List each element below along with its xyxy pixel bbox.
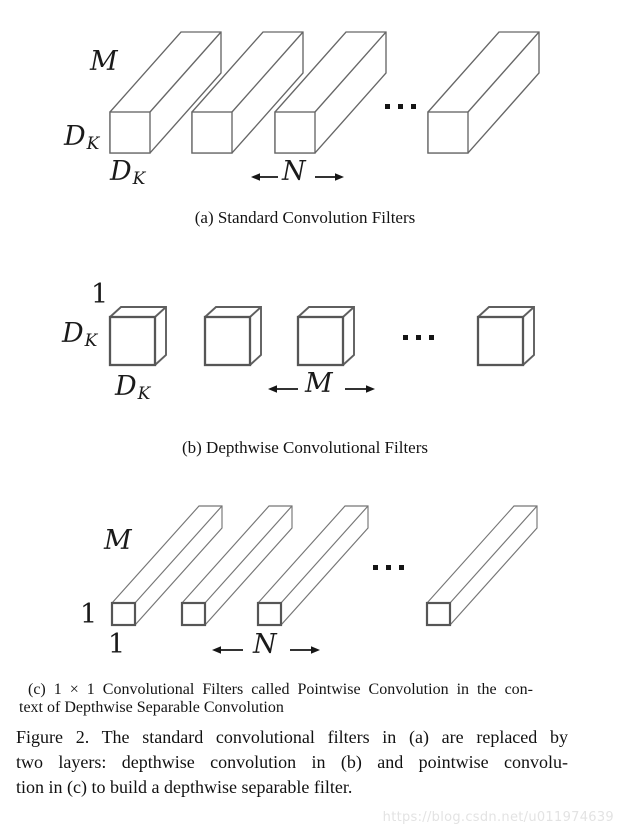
panel-c-depth-label: M [104, 525, 132, 556]
figure-caption-line1: Figure 2. The standard convolutional filters in (a) are replaced by [16, 727, 568, 747]
figure-caption-line3: tion in (c) to build a depthwise separable filter. [16, 777, 353, 797]
panel-b-width-label: $D_K$ [115, 371, 151, 404]
panel-a-width-label: $D_K$ [110, 156, 146, 189]
panel-c-left-arrow-icon [212, 646, 243, 654]
panel-c-count-label: N [253, 629, 277, 660]
panel-b-left-arrow-icon [268, 385, 298, 393]
panel-a-filter-boxes [110, 32, 539, 153]
panel-b-height-label: $D_K$ [62, 318, 98, 351]
figure-caption [16, 725, 568, 800]
panel-c-right-arrow-icon [290, 646, 320, 654]
pointwise-filter-box-4 [427, 506, 537, 625]
standard-filter-box-4 [428, 32, 539, 153]
panel-a-left-arrow-icon [251, 173, 278, 181]
panel-c-width-label: 1 [108, 629, 126, 660]
panel-a-right-arrow-icon [315, 173, 344, 181]
depthwise-filter-box-2 [205, 307, 261, 365]
panel-b-count-label: M [305, 368, 333, 399]
panel-c-filter-boxes [112, 506, 537, 625]
panel-a-count-label: N [282, 156, 306, 187]
panel-c-height-label: 1 [80, 599, 98, 630]
panel-b-caption: (b) Depthwise Convolutional Filters [181, 438, 428, 457]
panel-c-caption-line1: (c) 1 × 1 Convolutional Filters called Pointwise Convolution in the con- [28, 681, 533, 698]
panel-b-right-arrow-icon [345, 385, 375, 393]
panel-b-depth-label: 1 [91, 279, 109, 310]
panel-a-caption: (a) Standard Convolution Filters [194, 208, 416, 227]
depthwise-filter-box-3 [298, 307, 354, 365]
depthwise-filter-box-4 [478, 307, 534, 365]
panel-c-caption-line2: text of Depthwise Separable Convolution [19, 699, 284, 716]
panel-c-ellipsis-icon [373, 565, 404, 570]
panel-a-height-label: $D_K$ [64, 121, 100, 154]
panel-a-depth-label: M [90, 46, 118, 77]
panel-b-filter-boxes [110, 307, 534, 365]
panel-b-ellipsis-icon [403, 335, 434, 340]
panel-c-caption [19, 681, 533, 717]
depthwise-filter-box-1 [110, 307, 166, 365]
figure-caption-line2: two layers: depthwise convolution in (b) and pointwise convolu- [16, 752, 568, 772]
panel-a-ellipsis-icon [385, 104, 416, 109]
watermark-url: https://blog.csdn.net/u011974639 [382, 810, 614, 825]
